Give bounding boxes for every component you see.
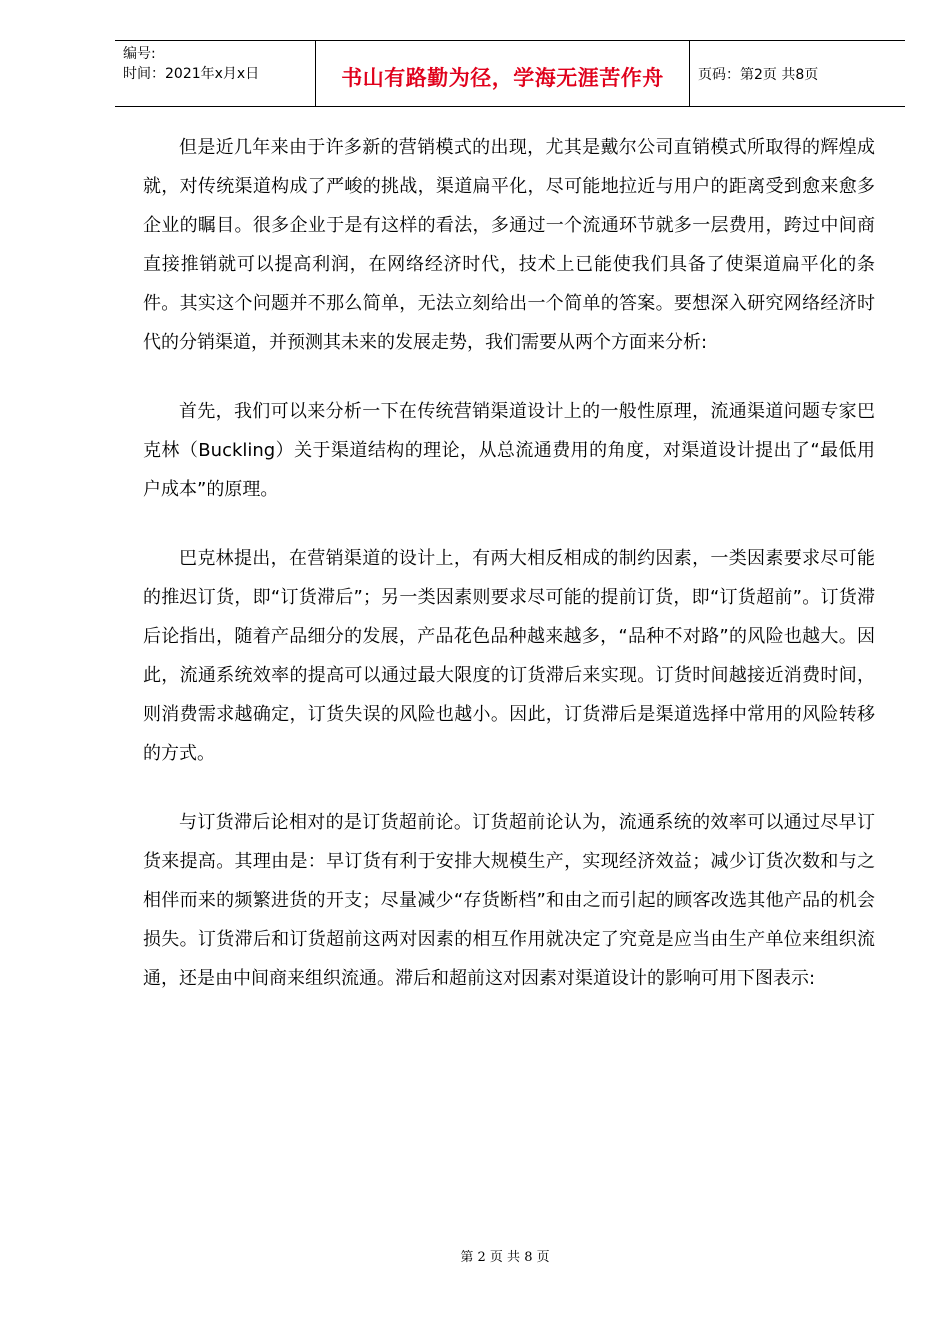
header-meta bbox=[123, 44, 259, 84]
page-footer-number: 第 2 页 共 8 页 bbox=[460, 1250, 550, 1265]
page-header bbox=[115, 40, 905, 107]
body-paragraph-1: 但是近几年来由于许多新的营销模式的出现，尤其是戴尔公司直销模式所取得的辉煌成就，对传统渠道构成了严峻的挑战，渠道扁平化，尽可能地拉近与用户的距离受到愈来愈多企业的瞩目。很多企业于是有这样的看法，多通过一个流通环节就多一层费用，跨过中间商直接推销就可以提高利润，在网络经济时代，技术上已能使我们具备了使渠道扁平化的条件。其实这个问题并不那么简单，无法立刻给出一个简单的答案。要想深入研究网络经济时代的分销渠道，并预测其未来的发展走势，我们需要从两个方面来分析: bbox=[143, 137, 875, 353]
header-time-label: 时间：2021年x月x日 bbox=[123, 66, 260, 82]
document-body bbox=[143, 128, 875, 1028]
header-divider-right bbox=[689, 41, 690, 107]
header-motto: 书山有路勤为径，学海无涯苦作舟 bbox=[341, 65, 664, 90]
body-paragraph-3: 巴克林提出，在营销渠道的设计上，有两大相反相成的制约因素，一类因素要求尽可能的推迟订货，即“订货滞后”；另一类因素则要求尽可能的提前订货，即“订货超前”。订货滞后论指出，随着产品细分的发展，产品花色品种越来越多，“品种不对路”的风险也越大。因此，流通系统效率的提高可以通过最大限度的订货滞后来实现。订货时间越接近消费时间，则消费需求越确定，订货失误的风险也越小。因此，订货滞后是渠道选择中常用的风险转移的方式。 bbox=[143, 548, 875, 764]
header-page-info: 页码：第2页 共8页 bbox=[698, 67, 819, 83]
header-code-label: 编号: bbox=[123, 46, 156, 62]
body-paragraph-2: 首先，我们可以来分析一下在传统营销渠道设计上的一般性原理，流通渠道问题专家巴克林（Buckling）关于渠道结构的理论，从总流通费用的角度，对渠道设计提出了“最低用户成本”的原理。 bbox=[143, 401, 875, 500]
body-paragraph-4: 与订货滞后论相对的是订货超前论。订货超前论认为，流通系统的效率可以通过尽早订货来提高。其理由是：早订货有利于安排大规模生产，实现经济效益；减少订货次数和与之相伴而来的频繁进货的开支；尽量减少“存货断档”和由之而引起的顾客改选其他产品的机会损失。订货滞后和订货超前这两对因素的相互作用就决定了究竟是应当由生产单位来组织流通，还是由中间商来组织流通。滞后和超前这对因素对渠道设计的影响可用下图表示: bbox=[143, 812, 875, 989]
